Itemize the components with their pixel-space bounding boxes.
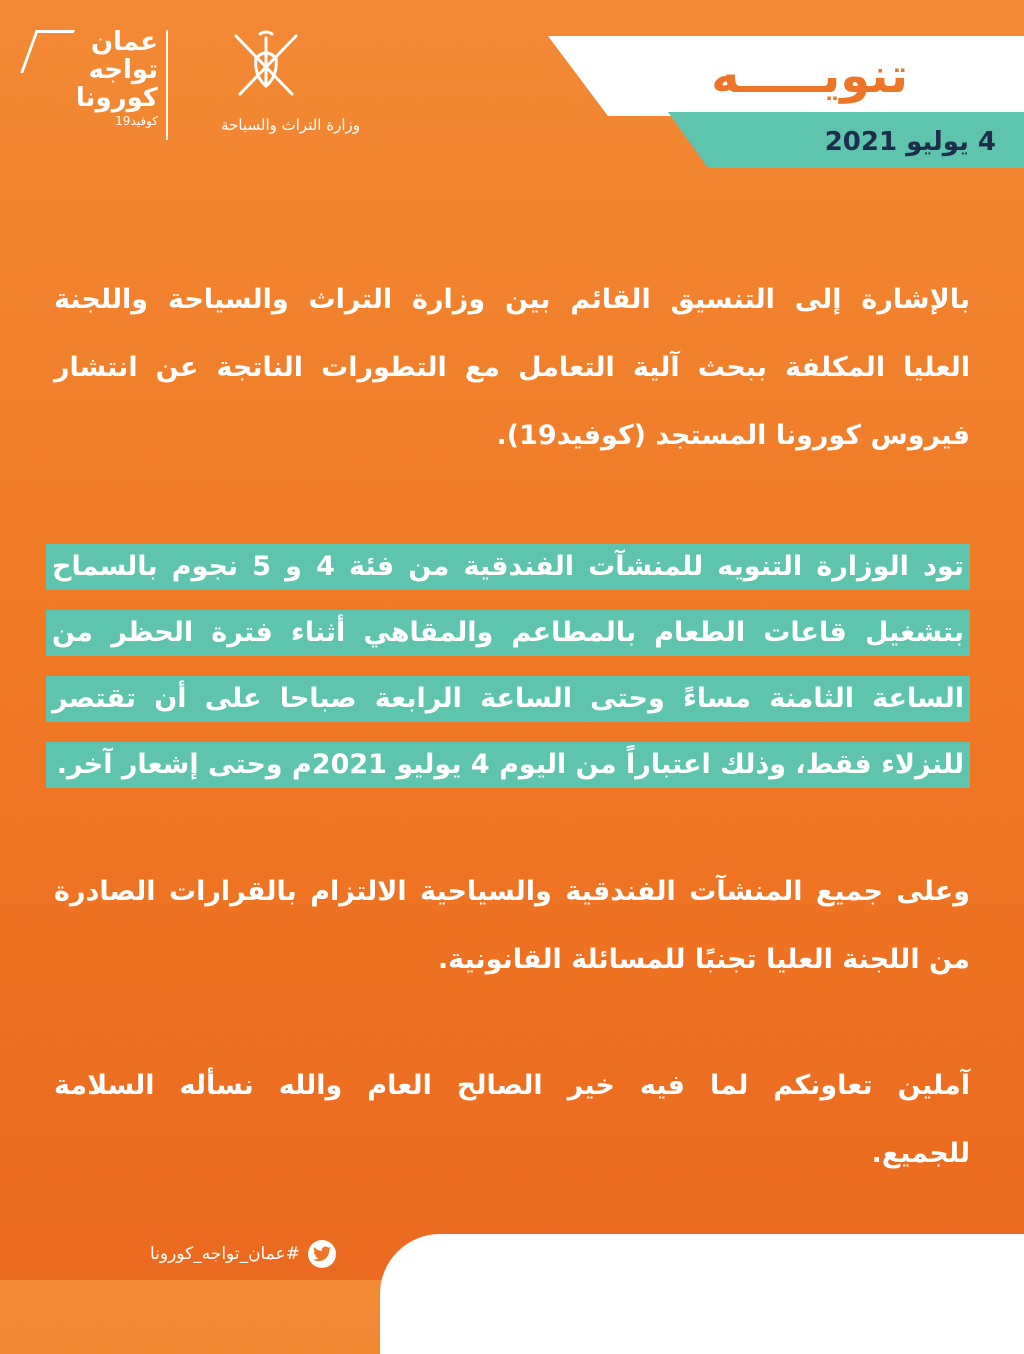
compliance-line: من اللجنة العليا تجنبًا للمسائلة القانونية. [437,944,970,975]
campaign-small: كوفيد19 [115,114,158,128]
closing-line: آملين تعاونكم لما فيه خير الصالح العام والله نسأله السلامة [54,1070,970,1101]
closing-line: للجميع. [871,1138,970,1169]
campaign-line-2: تواجه [88,55,158,85]
footer [150,1240,336,1268]
campaign-line-1: عمان [90,27,158,57]
oman-emblem-icon [226,28,306,106]
highlight-line: الساعة الثامنة مساءً وحتى الساعة الرابعة صباحا على أن تقتصر [46,676,970,722]
closing-paragraph [54,1052,970,1188]
campaign-logo [28,28,158,138]
page-title: تنويـــــه [711,48,908,104]
intro-line: فيروس كورونا المستجد (كوفيد19). [496,420,970,451]
intro-line: العليا المكلفة ببحث آلية التعامل مع التطورات الناتجة عن انتشار [54,352,970,383]
intro-paragraph [54,266,970,470]
compliance-paragraph [54,858,970,994]
compliance-line: وعلى جميع المنشآت الفندقية والسياحية الالتزام بالقرارات الصادرة [54,876,970,907]
ministry-name: وزارة التراث والسياحة [221,116,360,134]
footer-hashtag[interactable]: #عمان_تواجه_كورونا [150,1244,300,1264]
footer-curve [380,1234,1024,1354]
date-label: 4 يوليو 2021 [824,127,996,157]
logo-divider [166,30,168,140]
intro-line: بالإشارة إلى التنسيق القائم بين وزارة التراث والسياحة واللجنة [54,284,970,315]
highlight-line: تود الوزارة التنويه للمنشآت الفندقية من فئة 4 و 5 نجوم بالسماح [46,544,970,590]
highlight-line: بتشغيل قاعات الطعام بالمطاعم والمقاهي أثناء فترة الحظر من [46,610,970,656]
highlighted-notice [46,544,970,808]
campaign-line-3: كورونا [75,83,158,113]
twitter-icon [308,1240,336,1268]
highlight-line: للنزلاء فقط، وذلك اعتباراً من اليوم 4 يوليو 2021م وحتى إشعار آخر. [46,742,970,788]
